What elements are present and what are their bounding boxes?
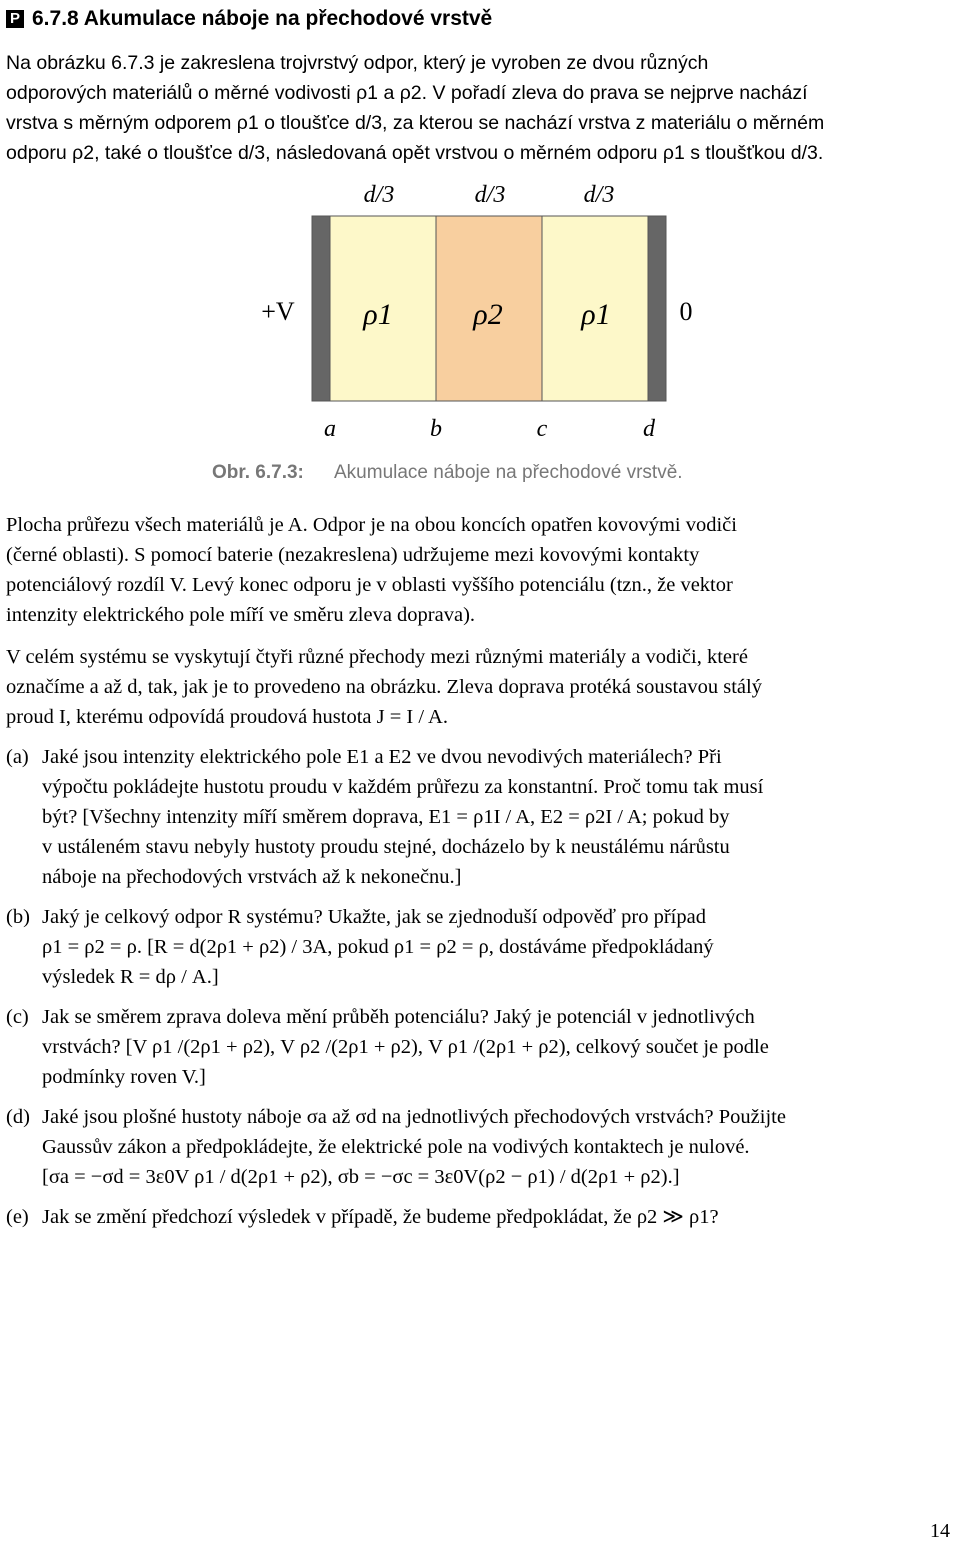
layer-label: ρ2 [473,298,503,331]
question-c [6,1002,956,1092]
top-label: d/3 [363,182,395,208]
potential-left-label: +V [261,297,295,326]
question-line: Jaké jsou plošné hustoty náboje σa až σd na jednotlivých přechodových vrstvách? Použijte [42,1106,786,1128]
interface-label-b: b [430,416,442,442]
question-a [6,742,956,892]
question-label: (b) [6,906,30,928]
paragraph-line: intenzity elektrického pole míří ve směru zleva doprava). [6,604,476,626]
question-line: náboje na přechodových vrstvách až k nekonečnu.] [42,866,462,888]
paragraph-line: Plocha průřezu všech materiálů je A. Odpor je na obou koncích opatřen kovovými vodiči [6,514,737,536]
document-page [6,4,956,1232]
paragraph-line: označíme a až d, tak, jak je to provedeno na obrázku. Zleva doprava protéká soustavou stálý [6,676,762,698]
question-label: (e) [6,1206,29,1228]
section-heading [6,4,956,34]
question-e [6,1202,956,1232]
intro-line: vrstva s měrným odporem ρ1 o tloušťce d/3, za kterou se nachází vrstva z materiálu o měrném [6,112,825,134]
resistor-figure [6,174,956,496]
question-line: Jak se směrem zprava doleva mění průběh potenciálu? Jaký je potenciál v jednotlivých [42,1006,755,1028]
question-label: (c) [6,1006,29,1028]
question-line: výpočtu pokládejte hustotu proudu v každém průřezu za konstantní. Proč tomu tak musí [42,776,764,798]
question-line: Gaussův zákon a předpokládejte, že elektrické pole na vodivých kontaktech je nulové. [42,1136,750,1158]
question-line: podmínky roven V.] [42,1066,206,1088]
question-line: Jaké jsou intenzity elektrického pole E1 a E2 ve dvou nevodivých materiálech? Při [42,746,722,768]
page-number: 14 [930,1520,950,1542]
paragraph-line: (černé oblasti). S pomocí baterie (nezakreslena) udržujeme mezi kovovými kontakty [6,544,700,566]
figure-caption-text: Akumulace náboje na přechodové vrstvě. [334,462,683,483]
left-contact [312,216,330,401]
question-line: výsledek R = dρ / A.] [42,966,219,988]
intro-paragraph [6,48,956,168]
top-label: d/3 [474,182,506,208]
figure-caption-prefix: Obr. 6.7.3: [212,462,304,483]
potential-right-label: 0 [679,297,693,326]
question-label: (d) [6,1106,30,1128]
paragraph-line: potenciálový rozdíl V. Levý konec odporu je v oblasti vyššího potenciálu (tzn., že vektor [6,574,733,596]
interface-label-c: c [536,416,548,442]
layer-label: ρ1 [581,298,611,331]
paragraph-line: proud I, kterému odpovídá proudová hustota J = I / A. [6,706,448,728]
interfaces-paragraph [6,642,956,732]
intro-line: odporových materiálů o měrné vodivosti ρ1 a ρ2. V pořadí zleva do prava se nejprve nachází [6,82,808,104]
interface-label-a: a [324,416,336,442]
cross-section-paragraph [6,510,956,630]
question-line: být? [Všechny intenzity míří směrem doprava, E1 = ρ1I / A, E2 = ρ2I / A; pokud by [42,806,730,828]
resistor-diagram [6,174,956,496]
section-title: 6.7.8 Akumulace náboje na přechodové vrstvě [32,7,493,30]
intro-line: Na obrázku 6.7.3 je zakreslena trojvrstvý odpor, který je vyroben ze dvou různých [6,52,709,74]
problem-p-icon: P [6,10,24,28]
intro-line: odporu ρ2, také o tloušťce d/3, následovaná opět vrstvou o měrném odporu ρ1 s tloušťkou d/3. [6,142,824,164]
layer-label: ρ1 [363,298,393,331]
question-line: Jak se změní předchozí výsledek v případě, že budeme předpokládat, že ρ2 ≫ ρ1? [42,1206,719,1228]
question-line: ρ1 = ρ2 = ρ. [R = d(2ρ1 + ρ2) / 3A, pokud ρ1 = ρ2 = ρ, dostáváme předpokládaný [42,936,714,958]
question-b [6,902,956,992]
interface-label-d: d [643,416,655,442]
question-line: Jaký je celkový odpor R systému? Ukažte, jak se zjednoduší odpověď pro případ [42,906,706,928]
question-label: (a) [6,746,29,768]
question-line: [σa = −σd = 3ε0V ρ1 / d(2ρ1 + ρ2), σb = −σc = 3ε0V(ρ2 − ρ1) / d(2ρ1 + ρ2).] [42,1166,680,1188]
question-d [6,1102,956,1192]
question-line: vrstvách? [V ρ1 /(2ρ1 + ρ2), V ρ2 /(2ρ1 + ρ2), V ρ1 /(2ρ1 + ρ2), celkový součet je podle [42,1036,769,1058]
paragraph-line: V celém systému se vyskytují čtyři různé přechody mezi různými materiály a vodiči, které [6,646,748,668]
right-contact [648,216,666,401]
question-line: v ustáleném stavu nebyly hustoty proudu stejné, docházelo by k neustálému nárůstu [42,836,730,858]
top-label: d/3 [583,182,615,208]
